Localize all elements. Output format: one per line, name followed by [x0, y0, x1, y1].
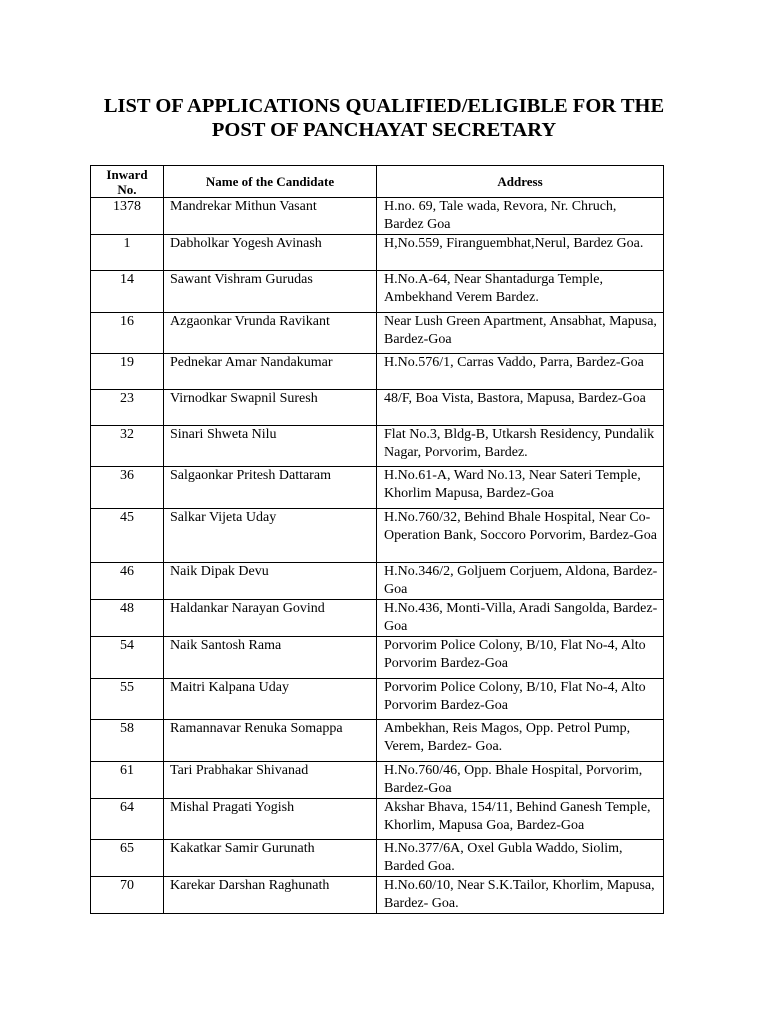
candidate-name-cell: Virnodkar Swapnil Suresh — [164, 390, 377, 426]
address-cell: H.No.346/2, Goljuem Corjuem, Aldona, Bardez-Goa — [377, 563, 664, 600]
column-header-inward-no: Inward No. — [91, 166, 164, 198]
candidate-name-cell: Tari Prabhakar Shivanad — [164, 762, 377, 799]
address-cell: 48/F, Boa Vista, Bastora, Mapusa, Bardez-Goa — [377, 390, 664, 426]
inward-no-cell: 19 — [91, 354, 164, 390]
page-title-line-1: LIST OF APPLICATIONS QUALIFIED/ELIGIBLE FOR THE — [103, 95, 665, 117]
candidate-name-cell: Naik Dipak Devu — [164, 563, 377, 600]
table-row — [91, 313, 664, 354]
address-cell: H.No.61-A, Ward No.13, Near Sateri Temple, Khorlim Mapusa, Bardez-Goa — [377, 467, 664, 509]
candidate-name-cell: Ramannavar Renuka Somappa — [164, 720, 377, 762]
inward-no-cell: 55 — [91, 679, 164, 720]
table-row — [91, 271, 664, 313]
candidate-name-cell: Mandrekar Mithun Vasant — [164, 198, 377, 235]
candidate-name-cell: Maitri Kalpana Uday — [164, 679, 377, 720]
address-cell: Porvorim Police Colony, B/10, Flat No-4, Alto Porvorim Bardez-Goa — [377, 637, 664, 679]
inward-no-cell: 1378 — [91, 198, 164, 235]
candidate-name-cell: Azgaonkar Vrunda Ravikant — [164, 313, 377, 354]
inward-no-cell: 14 — [91, 271, 164, 313]
table-row — [91, 467, 664, 509]
inward-no-cell: 65 — [91, 840, 164, 877]
table-row — [91, 877, 664, 914]
inward-no-cell: 32 — [91, 426, 164, 467]
candidate-name-cell: Sawant Vishram Gurudas — [164, 271, 377, 313]
inward-no-cell: 61 — [91, 762, 164, 799]
inward-no-cell: 1 — [91, 235, 164, 271]
page-title — [60, 94, 708, 142]
table-row — [91, 354, 664, 390]
inward-no-cell: 70 — [91, 877, 164, 914]
table-row — [91, 840, 664, 877]
column-header-name: Name of the Candidate — [164, 166, 377, 198]
candidate-name-cell: Karekar Darshan Raghunath — [164, 877, 377, 914]
address-cell: H.No.60/10, Near S.K.Tailor, Khorlim, Mapusa, Bardez- Goa. — [377, 877, 664, 914]
table-row — [91, 762, 664, 799]
address-cell: H.No.576/1, Carras Vaddo, Parra, Bardez-Goa — [377, 354, 664, 390]
address-cell: H.No.436, Monti-Villa, Aradi Sangolda, Bardez-Goa — [377, 600, 664, 637]
page-title-line-2: POST OF PANCHAYAT SECRETARY — [211, 119, 557, 141]
table-row — [91, 600, 664, 637]
address-cell: H,No.559, Firanguembhat,Nerul, Bardez Goa. — [377, 235, 664, 271]
candidate-name-cell: Salgaonkar Pritesh Dattaram — [164, 467, 377, 509]
table-row — [91, 426, 664, 467]
inward-no-cell: 45 — [91, 509, 164, 563]
table-row — [91, 799, 664, 840]
address-cell: H.No.A-64, Near Shantadurga Temple, Ambekhand Verem Bardez. — [377, 271, 664, 313]
inward-no-cell: 64 — [91, 799, 164, 840]
inward-no-cell: 58 — [91, 720, 164, 762]
inward-no-cell: 54 — [91, 637, 164, 679]
address-cell: Near Lush Green Apartment, Ansabhat, Mapusa, Bardez-Goa — [377, 313, 664, 354]
address-cell: Flat No.3, Bldg-B, Utkarsh Residency, Pundalik Nagar, Porvorim, Bardez. — [377, 426, 664, 467]
inward-no-cell: 23 — [91, 390, 164, 426]
candidate-name-cell: Haldankar Narayan Govind — [164, 600, 377, 637]
table-row — [91, 198, 664, 235]
table-row — [91, 720, 664, 762]
table-header-row — [91, 166, 664, 198]
candidate-name-cell: Mishal Pragati Yogish — [164, 799, 377, 840]
candidate-name-cell: Kakatkar Samir Gurunath — [164, 840, 377, 877]
address-cell: Akshar Bhava, 154/11, Behind Ganesh Temple, Khorlim, Mapusa Goa, Bardez-Goa — [377, 799, 664, 840]
candidate-name-cell: Naik Santosh Rama — [164, 637, 377, 679]
address-cell: H.no. 69, Tale wada, Revora, Nr. Chruch, Bardez Goa — [377, 198, 664, 235]
inward-no-cell: 46 — [91, 563, 164, 600]
inward-no-cell: 48 — [91, 600, 164, 637]
table-row — [91, 235, 664, 271]
address-cell: Ambekhan, Reis Magos, Opp. Petrol Pump, Verem, Bardez- Goa. — [377, 720, 664, 762]
column-header-address: Address — [377, 166, 664, 198]
inward-no-cell: 16 — [91, 313, 164, 354]
table-row — [91, 390, 664, 426]
table-row — [91, 679, 664, 720]
address-cell: H.No.377/6A, Oxel Gubla Waddo, Siolim, Barded Goa. — [377, 840, 664, 877]
table-row — [91, 509, 664, 563]
address-cell: H.No.760/46, Opp. Bhale Hospital, Porvorim, Bardez-Goa — [377, 762, 664, 799]
candidate-name-cell: Dabholkar Yogesh Avinash — [164, 235, 377, 271]
candidate-name-cell: Sinari Shweta Nilu — [164, 426, 377, 467]
candidate-name-cell: Pednekar Amar Nandakumar — [164, 354, 377, 390]
applications-table — [90, 165, 664, 914]
inward-no-cell: 36 — [91, 467, 164, 509]
address-cell: Porvorim Police Colony, B/10, Flat No-4, Alto Porvorim Bardez-Goa — [377, 679, 664, 720]
address-cell: H.No.760/32, Behind Bhale Hospital, Near Co-Operation Bank, Soccoro Porvorim, Bardez-Goa — [377, 509, 664, 563]
table-row — [91, 637, 664, 679]
table-row — [91, 563, 664, 600]
candidate-name-cell: Salkar Vijeta Uday — [164, 509, 377, 563]
